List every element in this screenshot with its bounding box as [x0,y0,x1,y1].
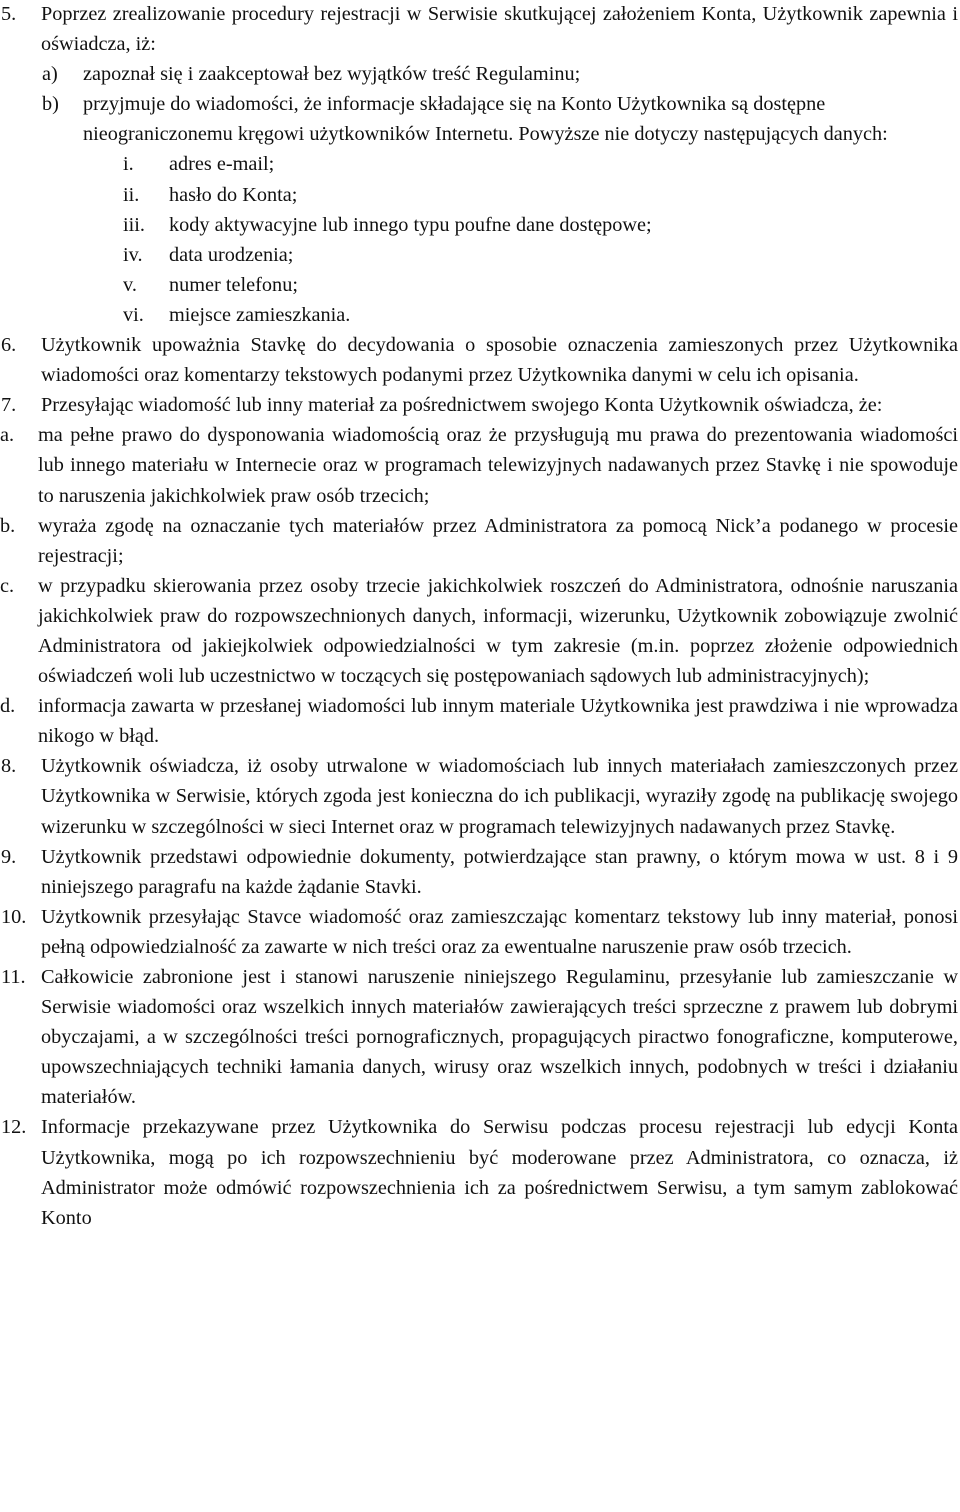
paragraph-item-12 [0,1112,958,1232]
item-number: 12. [1,1116,27,1139]
data-list-item [83,270,958,300]
item-number: 10. [1,905,27,928]
subitem-letter: b) [42,93,59,116]
subitem-7c [0,571,958,691]
subitem-text: informacja zawarta w przesłanej wiadomości lub innym materiale Użytkownika jest prawdziwa i nie wprowadza nikogo w błąd. [38,695,958,748]
data-list-item [83,180,958,210]
data-list-text: data urodzenia; [169,243,294,266]
item-number: 9. [1,845,17,868]
data-list-item [83,300,958,330]
paragraph-item-11 [0,962,958,1112]
item-text: Użytkownik przesyłając Stavce wiadomość oraz zamieszczając komentarz tekstowy lub inny materiał, ponosi pełną odpowiedzialność za zawarte w nich treści oraz za ewentualne naruszenie praw osób trzecich. [41,905,958,958]
data-list-item [83,240,958,270]
subitem-letter: c. [0,574,15,597]
item-number: 5. [1,3,17,25]
subitem-letter: a. [0,424,15,447]
subitem-letter: d. [0,695,16,718]
subitem-text: zapoznał się i zaakceptował bez wyjątków treść Regulaminu; [83,63,581,86]
subitem-text: przyjmuje do wiadomości, że informacje składające się na Konto Użytkownika są dostępne nieograniczonemu kręgowi użytkowników Internetu. Powyższe nie dotyczy następujących danych: [83,93,888,146]
subitem-text: ma pełne prawo do dysponowania wiadomością oraz że przysługują mu prawa do prezentowania wiadomości lub innego materiału w Internecie oraz w programach telewizyjnych nadawanych przez Stavkę i nie spowoduje to naruszenia jakichkolwiek praw osób trzecich; [38,424,958,507]
data-list-text: numer telefonu; [169,273,298,296]
item-number: 11. [1,966,26,988]
roman-number: iii. [123,213,145,236]
paragraph-item-6 [0,330,958,390]
roman-number: iv. [123,243,143,266]
subitem-letter: a) [42,63,58,86]
item-text: Całkowicie zabronione jest i stanowi naruszenie niniejszego Regulaminu, przesyłanie lub zamieszczanie w Serwisie wiadomości oraz wszelkich innych materiałów zawierających treści sprzeczne z prawem lub dobrymi obyczajami, a w szczególności treści pornograficznych, propagujących piractwo fonograficzne, komputerowe, upowszechniających techniki łamania danych, wirusy oraz wszelkich innych, podobnych w treści i działaniu materiałów. [41,966,958,1109]
item-number: 8. [1,755,17,778]
item-number: 6. [1,334,17,357]
subitem-text: w przypadku skierowania przez osoby trzecie jakichkolwiek roszczeń do Administratora, odnośnie naruszania jakichkolwiek praw do rozpowszechnionych danych, informacji, wizerunku, Użytkownik zobowiązuje zwolnić Administratora od jakiejkolwiek odpowiedzialności w tym zakresie (m.in. poprzez złożenie odpowiednich oświadczeń woli lub uczestnictwo w toczących się postępowaniach sądowych lub administracyjnych); [38,574,958,688]
roman-number: i. [123,153,134,176]
subitem-7a [0,420,958,510]
subitem-5a [41,59,958,89]
subitem-5b [41,89,958,330]
subitem-7d [0,691,958,751]
subitem-letter: b. [0,514,16,537]
roman-number: vi. [123,303,144,326]
item-text: Użytkownik przedstawi odpowiednie dokumenty, potwierdzające stan prawny, o którym mowa w ust. 8 i 9 niniejszego paragrafu na każde żądanie Stavki. [41,845,958,898]
data-list-item [83,149,958,179]
item-number: 7. [1,394,17,417]
item-text: Informacje przekazywane przez Użytkownika do Serwisu podczas procesu rejestracji lub edycji Konta Użytkownika, mogą po ich rozpowszechnieniu być moderowane przez Administratora, co oznacza, iż Administrator może odmówić rozpowszechnienia ich za pośrednictwem Serwisu, a tym samym zablokować Konto [41,1116,958,1229]
item-text: Poprzez zrealizowanie procedury rejestracji w Serwisie skutkującej założeniem Konta, Użytkownik zapewnia i oświadcza, iż: [41,3,958,56]
data-list-text: adres e-mail; [169,153,275,176]
item-text: Przesyłając wiadomość lub inny materiał za pośrednictwem swojego Konta Użytkownik oświadcza, że: [41,394,883,417]
subitem-7b [0,511,958,571]
paragraph-item-5 [0,0,958,330]
data-list-item [83,210,958,240]
data-list-text: miejsce zamieszkania. [169,303,351,326]
data-list-text: kody aktywacyjne lub innego typu poufne dane dostępowe; [169,213,652,236]
item-text: Użytkownik oświadcza, iż osoby utrwalone w wiadomościach lub innych materiałach zamieszczonych przez Użytkownika w Serwisie, których zgoda jest konieczna do ich publikacji, wyraziły zgodę na publikację swojego wizerunku w szczególności w sieci Internet oraz w programach telewizyjnych nadawanych przez Stavkę. [41,755,958,838]
paragraph-item-8 [0,751,958,841]
roman-number: ii. [123,183,140,206]
roman-number: v. [123,273,137,296]
item-text: Użytkownik upoważnia Stavkę do decydowania o sposobie oznaczenia zamieszonych przez Użytkownika wiadomości oraz komentarzy tekstowych podanymi przez Użytkownika danymi w celu ich opisania. [41,334,958,387]
subitem-text: wyraża zgodę na oznaczanie tych materiałów przez Administratora za pomocą Nick’a podanego w procesie rejestracji; [38,514,958,567]
data-list-text: hasło do Konta; [169,183,298,206]
paragraph-item-10 [0,902,958,962]
paragraph-item-7 [0,390,958,420]
paragraph-item-9 [0,842,958,902]
